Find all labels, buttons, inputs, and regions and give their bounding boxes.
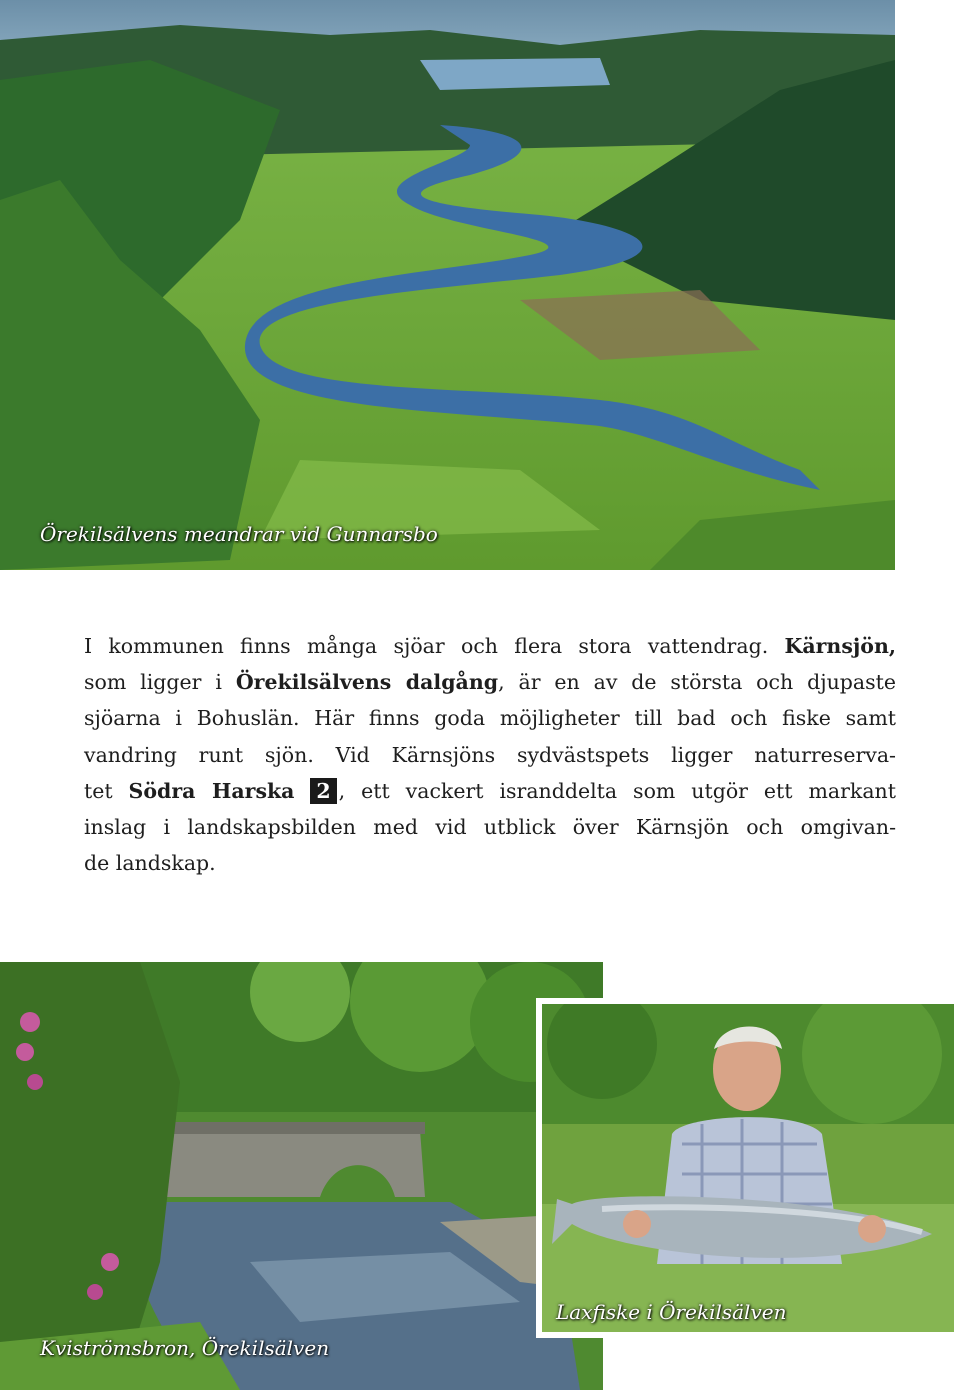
reserve-name: Södra Harska	[128, 778, 295, 803]
valley-name: Örekilsälvens dalgång	[235, 670, 499, 695]
text-line: de landskap.	[84, 851, 216, 876]
river-valley-photo	[0, 0, 895, 570]
lake-name-karnsjon: Kärnsjön,	[784, 634, 896, 658]
text-line: tet Södra Harska 2 , ett vackert isranddelta som utgör ett markant	[84, 778, 896, 803]
bridge-river-photo	[0, 962, 603, 1390]
text-line: sjöarna i Bohuslän. Här finns goda möjligheter till bad och fiske samt	[84, 706, 896, 731]
body-paragraph	[84, 628, 896, 881]
text-line: I kommunen finns många sjöar och flera stora vattendrag. Kärnsjön,	[84, 634, 896, 658]
bridge-photo-caption: Kviströmsbron, Örekilsälven	[40, 1336, 330, 1360]
text-line: vandring runt sjön. Vid Kärnsjöns sydvästspets ligger naturreserva-	[84, 742, 896, 767]
text-line: som ligger i Örekilsälvens dalgång, är en av de största och djupaste	[84, 670, 897, 695]
fishing-photo-caption: Laxfiske i Örekilsälven	[556, 1300, 787, 1324]
text-line: inslag i landskapsbilden med vid utblick över Kärnsjön och omgivan-	[84, 815, 896, 840]
map-reference-badge: 2	[310, 778, 336, 804]
top-photo-caption: Örekilsälvens meandrar vid Gunnarsbo	[40, 522, 438, 546]
salmon-fishing-photo	[536, 998, 960, 1338]
